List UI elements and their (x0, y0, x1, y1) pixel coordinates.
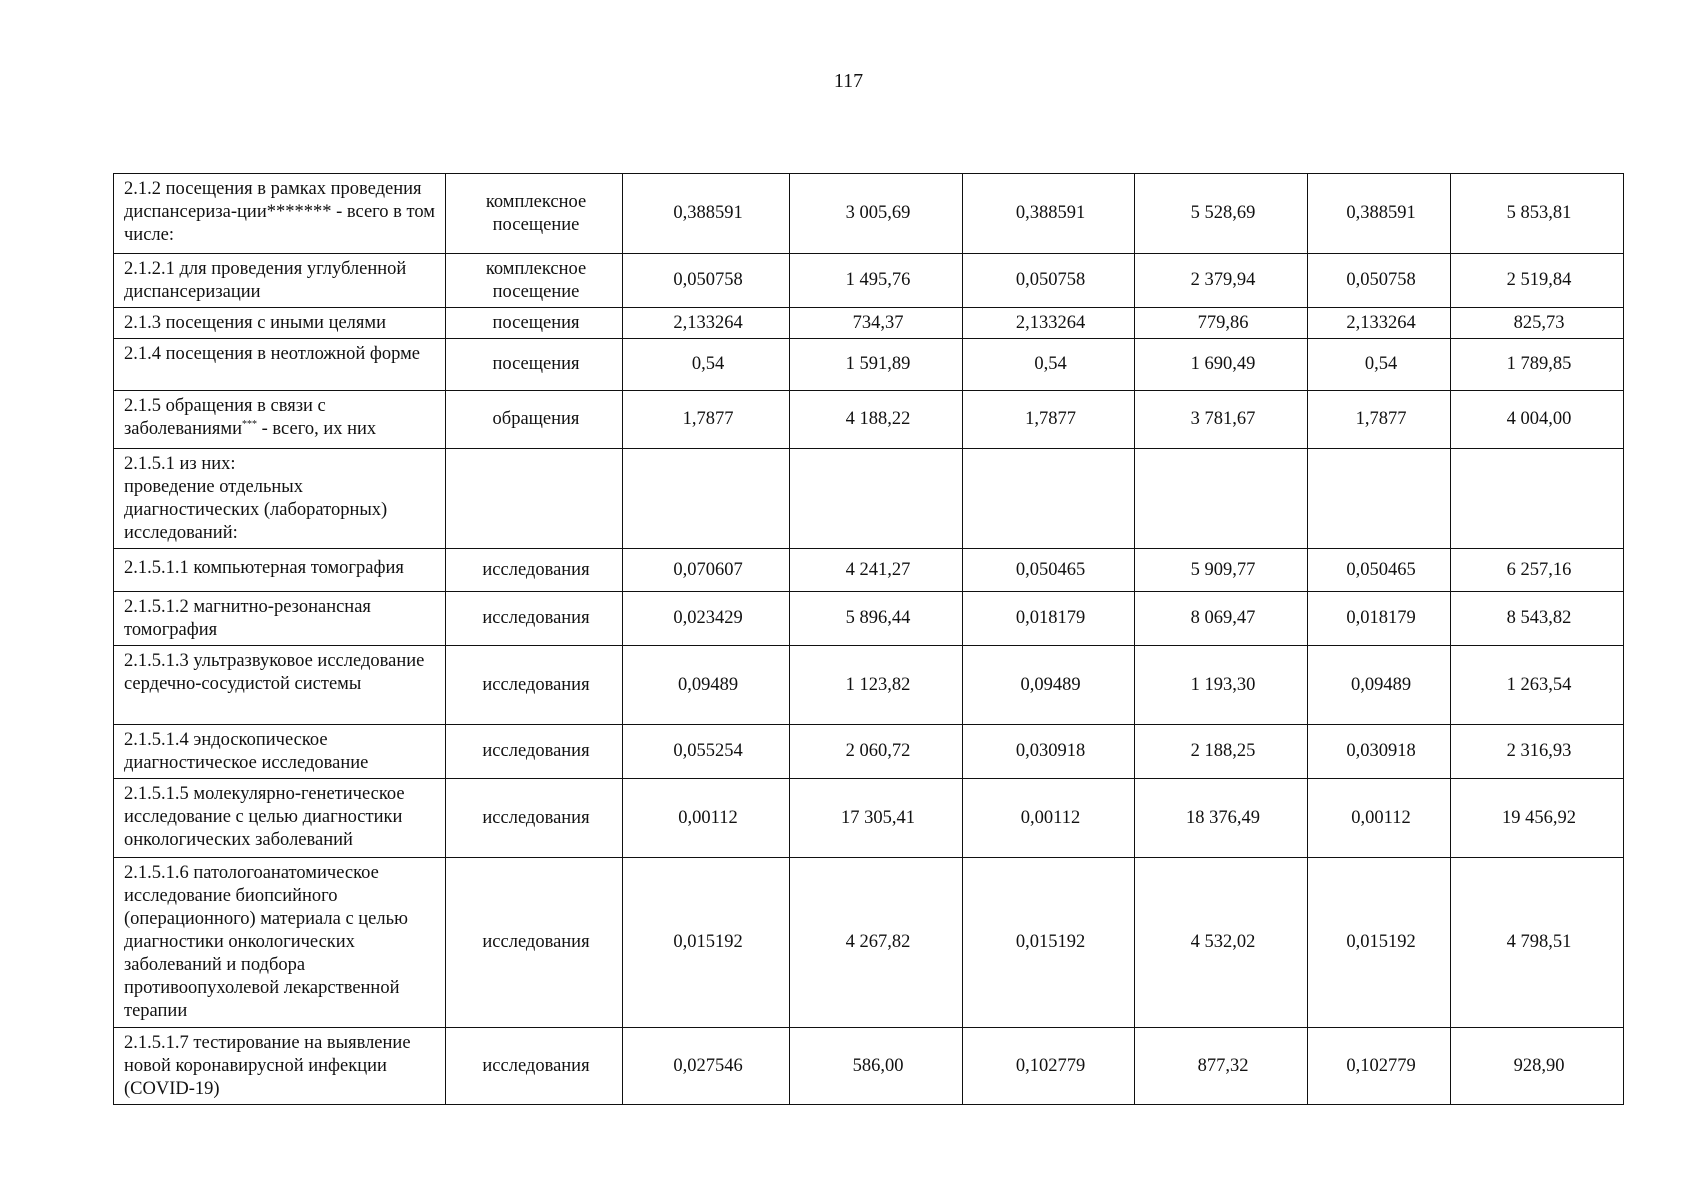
row-value-1: 0,015192 (623, 858, 790, 1028)
row-value-2: 1 495,76 (790, 254, 963, 308)
row-value-1: 1,7877 (623, 391, 790, 449)
row-unit: исследования (446, 1028, 623, 1105)
row-unit: исследования (446, 725, 623, 779)
row-name: 2.1.5.1.1 компьютерная томография (114, 549, 446, 592)
row-name: 2.1.5.1.5 молекулярно-генетическое исследование с целью диагностики онкологических заболеваний (114, 779, 446, 858)
row-name: 2.1.5.1.6 патологоанатомическое исследование биопсийного (операционного) материала с целью диагностики онкологических заболеваний и подбора противоопухолевой лекарственной терапии (114, 858, 446, 1028)
row-value-5: 0,09489 (1308, 646, 1451, 725)
row-value-6: 6 257,16 (1451, 549, 1624, 592)
row-value-2: 5 896,44 (790, 592, 963, 646)
row-name: 2.1.5.1.2 магнитно-резонансная томография (114, 592, 446, 646)
row-value-5: 0,015192 (1308, 858, 1451, 1028)
row-value-1: 0,050758 (623, 254, 790, 308)
page-number: 117 (833, 70, 864, 92)
row-value-4: 1 690,49 (1135, 339, 1308, 391)
row-name: 2.1.5.1.3 ультразвуковое исследование сердечно-сосудистой системы (114, 646, 446, 725)
row-name: 2.1.4 посещения в неотложной форме (114, 339, 446, 391)
table-row (114, 858, 1624, 1028)
row-value-6: 8 543,82 (1451, 592, 1624, 646)
row-value-6: 19 456,92 (1451, 779, 1624, 858)
row-unit: исследования (446, 646, 623, 725)
row-value-6: 1 263,54 (1451, 646, 1624, 725)
row-unit: комплексное посещение (446, 254, 623, 308)
row-value-3: 0,54 (963, 339, 1135, 391)
row-name-line-1: 2.1.5.1 из них: (124, 454, 236, 474)
row-unit: посещения (446, 339, 623, 391)
row-name: 2.1.2 посещения в рамках проведения диспансериза-ции******* - всего в том числе: (114, 174, 446, 254)
row-value-1: 0,055254 (623, 725, 790, 779)
row-value-1: 0,09489 (623, 646, 790, 725)
table-row (114, 646, 1624, 725)
row-value-2: 2 060,72 (790, 725, 963, 779)
row-value-4: 877,32 (1135, 1028, 1308, 1105)
row-value-4: 18 376,49 (1135, 779, 1308, 858)
row-value-2: 1 591,89 (790, 339, 963, 391)
row-value-2: 4 241,27 (790, 549, 963, 592)
row-value-6: 4 004,00 (1451, 391, 1624, 449)
row-name-line-2: проведение отдельных диагностических (лабораторных) исследований: (124, 477, 388, 543)
row-value-3: 0,09489 (963, 646, 1135, 725)
row-value-4: 2 188,25 (1135, 725, 1308, 779)
row-value-6 (1451, 449, 1624, 549)
row-value-1: 0,00112 (623, 779, 790, 858)
row-value-1: 0,54 (623, 339, 790, 391)
row-value-5: 0,050758 (1308, 254, 1451, 308)
row-unit: посещения (446, 308, 623, 339)
row-value-5: 1,7877 (1308, 391, 1451, 449)
row-value-3: 0,050465 (963, 549, 1135, 592)
row-name: 2.1.2.1 для проведения углубленной диспансеризации (114, 254, 446, 308)
row-value-4: 5 528,69 (1135, 174, 1308, 254)
table-row (114, 592, 1624, 646)
row-value-3: 2,133264 (963, 308, 1135, 339)
row-value-1 (623, 449, 790, 549)
row-value-6: 2 316,93 (1451, 725, 1624, 779)
row-value-5: 0,00112 (1308, 779, 1451, 858)
row-value-1: 0,023429 (623, 592, 790, 646)
row-value-6: 5 853,81 (1451, 174, 1624, 254)
row-value-3: 0,388591 (963, 174, 1135, 254)
row-value-2: 734,37 (790, 308, 963, 339)
row-value-4: 4 532,02 (1135, 858, 1308, 1028)
row-value-6: 1 789,85 (1451, 339, 1624, 391)
row-value-5: 0,54 (1308, 339, 1451, 391)
row-unit: исследования (446, 779, 623, 858)
row-value-3: 0,030918 (963, 725, 1135, 779)
row-unit: исследования (446, 549, 623, 592)
table-row (114, 254, 1624, 308)
table-row (114, 308, 1624, 339)
row-value-4: 5 909,77 (1135, 549, 1308, 592)
row-name (114, 391, 446, 449)
table-row (114, 1028, 1624, 1105)
row-value-5: 0,030918 (1308, 725, 1451, 779)
row-value-2: 1 123,82 (790, 646, 963, 725)
row-value-1: 2,133264 (623, 308, 790, 339)
row-value-5: 2,133264 (1308, 308, 1451, 339)
row-value-2: 4 188,22 (790, 391, 963, 449)
row-value-3 (963, 449, 1135, 549)
footnote-marker: *** (242, 418, 258, 430)
row-value-4 (1135, 449, 1308, 549)
row-name-text: 2.1.5 обращения в связи с заболеваниями (124, 396, 326, 439)
row-value-4: 2 379,94 (1135, 254, 1308, 308)
row-value-6: 825,73 (1451, 308, 1624, 339)
row-name: 2.1.5.1.4 эндоскопическое диагностическое исследование (114, 725, 446, 779)
row-value-5 (1308, 449, 1451, 549)
row-value-2: 4 267,82 (790, 858, 963, 1028)
table-row (114, 339, 1624, 391)
row-unit: исследования (446, 858, 623, 1028)
row-unit: комплексное посещение (446, 174, 623, 254)
row-value-6: 4 798,51 (1451, 858, 1624, 1028)
table-row (114, 174, 1624, 254)
row-unit (446, 449, 623, 549)
row-name: 2.1.3 посещения с иными целями (114, 308, 446, 339)
medical-care-volumes-table (113, 173, 1624, 1105)
table-row (114, 549, 1624, 592)
row-value-3: 0,00112 (963, 779, 1135, 858)
row-value-2 (790, 449, 963, 549)
row-value-5: 0,050465 (1308, 549, 1451, 592)
row-value-1: 0,027546 (623, 1028, 790, 1105)
table-row (114, 449, 1624, 549)
row-value-1: 0,070607 (623, 549, 790, 592)
row-name: 2.1.5.1.7 тестирование на выявление новой коронавирусной инфекции (COVID-19) (114, 1028, 446, 1105)
table-row (114, 391, 1624, 449)
row-unit: исследования (446, 592, 623, 646)
row-value-3: 1,7877 (963, 391, 1135, 449)
row-value-6: 2 519,84 (1451, 254, 1624, 308)
row-value-4: 3 781,67 (1135, 391, 1308, 449)
row-value-3: 0,015192 (963, 858, 1135, 1028)
row-value-4: 779,86 (1135, 308, 1308, 339)
row-value-3: 0,102779 (963, 1028, 1135, 1105)
row-value-1: 0,388591 (623, 174, 790, 254)
row-value-5: 0,102779 (1308, 1028, 1451, 1105)
row-unit: обращения (446, 391, 623, 449)
row-value-4: 1 193,30 (1135, 646, 1308, 725)
row-value-2: 586,00 (790, 1028, 963, 1105)
row-value-2: 3 005,69 (790, 174, 963, 254)
row-value-3: 0,050758 (963, 254, 1135, 308)
row-value-6: 928,90 (1451, 1028, 1624, 1105)
row-value-4: 8 069,47 (1135, 592, 1308, 646)
table-row (114, 725, 1624, 779)
row-value-5: 0,388591 (1308, 174, 1451, 254)
row-value-2: 17 305,41 (790, 779, 963, 858)
row-name-tail: - всего, их них (257, 419, 377, 439)
table-row (114, 779, 1624, 858)
row-value-3: 0,018179 (963, 592, 1135, 646)
row-value-5: 0,018179 (1308, 592, 1451, 646)
row-name (114, 449, 446, 549)
